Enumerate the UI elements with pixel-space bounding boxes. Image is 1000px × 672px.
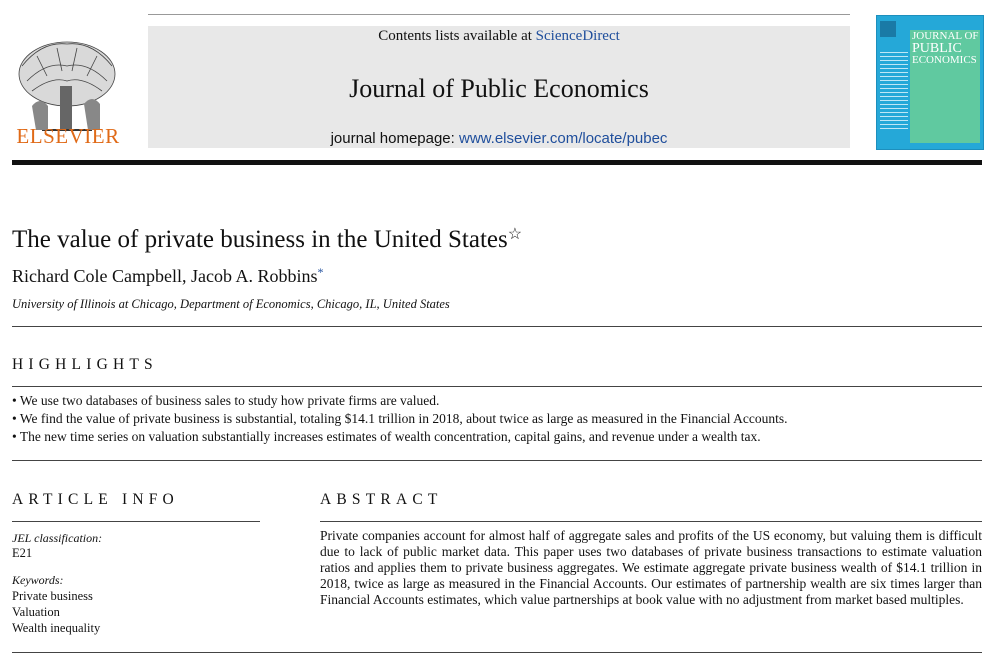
cover-title-line1: JOURNAL OF <box>912 30 979 42</box>
journal-homepage-line <box>148 130 850 147</box>
highlight-item: • We find the value of private business is substantial, totaling $14.1 trillion in 2018, about twice as large as measured in the Financial Accounts. <box>12 411 788 426</box>
journal-title: Journal of Public Economics <box>349 74 649 103</box>
cover-journal-title <box>912 31 982 66</box>
keyword-item: Wealth inequality <box>12 621 101 635</box>
keyword-item: Private business <box>12 589 93 603</box>
cover-contents-lines <box>880 52 908 132</box>
divider <box>12 460 982 461</box>
divider <box>12 652 982 653</box>
divider <box>12 521 260 522</box>
author-names[interactable]: Richard Cole Campbell, Jacob A. Robbins <box>12 266 318 286</box>
keywords-list <box>12 588 100 636</box>
highlights-list <box>12 392 982 446</box>
article-info-heading: ARTICLE INFO <box>12 491 179 508</box>
elsevier-wordmark[interactable]: ELSEVIER <box>16 124 120 148</box>
cover-title-line3: ECONOMICS <box>912 54 977 66</box>
paper-title <box>12 224 522 254</box>
divider <box>12 386 982 387</box>
highlight-item: • We use two databases of business sales to study how private firms are valued. <box>12 393 440 408</box>
abstract-text: Private companies account for almost half of aggregate sales and profits of the US economy, but valuing them is difficult due to lack of public market data. This paper uses two databases of private business transactions to estimate valuation ratios and applies them to private business aggregates. We estimate aggregate private business wealth of $14.1 trillion in 2018, twice as large as measured in the Financial Accounts. Our estimates of partnership wealth are six times larger than Financial Accounts estimates, which value partnerships at book value with no adjustment from market based multiples. <box>320 528 982 607</box>
jel-classification-value: E21 <box>12 546 33 560</box>
authors <box>12 265 323 287</box>
header-top-rule <box>148 14 850 15</box>
abstract-heading: ABSTRACT <box>320 491 443 508</box>
contents-line <box>148 28 850 45</box>
corresponding-author-mark[interactable]: * <box>317 265 324 279</box>
keyword-item: Valuation <box>12 605 60 619</box>
paper-title-text: The value of private business in the United States <box>12 226 508 253</box>
title-footnote-star-icon[interactable]: ☆ <box>507 226 523 243</box>
divider <box>12 326 982 327</box>
keywords-label: Keywords: <box>12 573 64 587</box>
divider <box>320 521 982 522</box>
jel-classification-label: JEL classification: <box>12 531 103 545</box>
affiliation: University of Illinois at Chicago, Department of Economics, Chicago, IL, United States <box>12 297 450 311</box>
cover-publisher-icon <box>880 21 896 37</box>
cover-title-line2: PUBLIC <box>912 41 962 56</box>
journal-homepage-link[interactable]: www.elsevier.com/locate/pubec <box>459 130 668 147</box>
header-thick-rule <box>12 160 982 165</box>
sciencedirect-link[interactable]: ScienceDirect <box>535 28 620 44</box>
highlights-heading: HIGHLIGHTS <box>12 356 158 373</box>
homepage-prefix: journal homepage: <box>330 130 459 147</box>
highlight-item: • The new time series on valuation substantially increases estimates of wealth concentration, capital gains, and revenue under a wealth tax. <box>12 429 761 444</box>
contents-prefix: Contents lists available at <box>378 28 536 44</box>
